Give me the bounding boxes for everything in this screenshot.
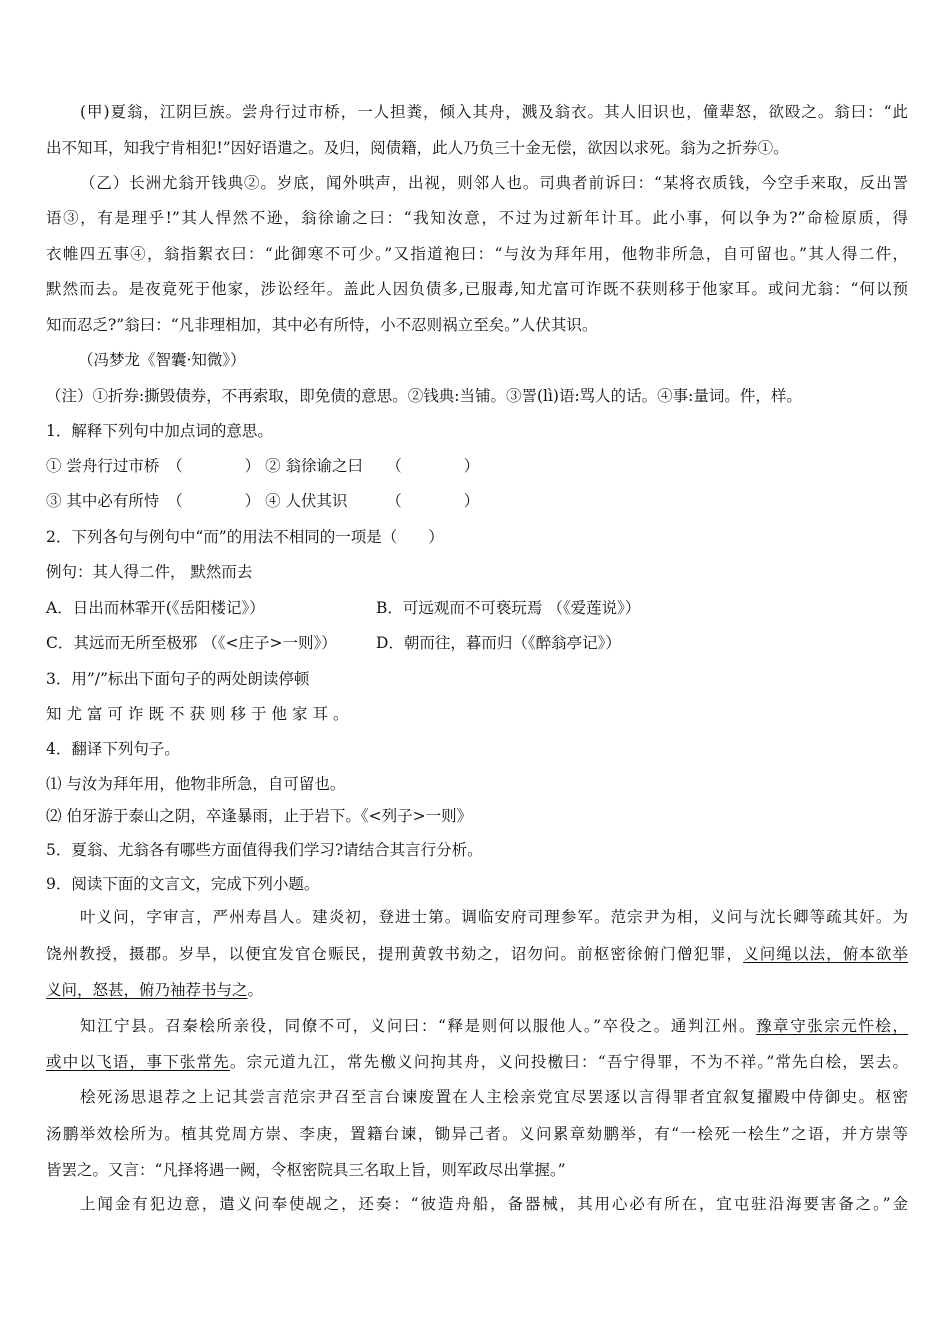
- q9-paragraph-3-line-1: 桧死汤思退荐之上记其尝言范宗尹召至言台谏废置在人主桧亲党宜尽罢逐以言得罪者宜叙复擢殿中侍御史。枢密: [80, 1088, 908, 1106]
- question-3-sentence: 知尤富可诈既不获则移于他家耳。: [46, 705, 354, 723]
- passage-b-line-4: 默然而去。是夜竟死于他家，涉讼经年。盖此人因负债多,已服毒,知尤富可诈既不获则移于他家耳。或问尤翁：“何以预: [46, 280, 908, 298]
- q9-paragraph-2-line-2: [46, 1052, 908, 1072]
- q9-paragraph-4-line-1: 上闻金有犯边意，遣义问奉使觇之，还奏：“彼造舟船，备器械，其用心必有所在，宜屯驻沿海要害备之。”金: [80, 1195, 908, 1213]
- question-9-stem: 9．阅读下面的文言文，完成下列小题。: [46, 875, 320, 893]
- question-4-stem: 4．翻译下列句子。: [46, 740, 180, 758]
- q9-p2-line-1-text: 知江宁县。召秦桧所亲役，同僚不可，义问曰：“释是则何以服他人。”卒役之。通判江州。: [80, 1017, 757, 1035]
- annotation-note: （注）①折券:撕毁债券，不再索取，即免债的意思。②钱典:当铺。③詈(lì)语:骂人的话。④事:量词。件，样。: [46, 387, 802, 405]
- question-5-stem: 5．夏翁、尤翁各有哪些方面值得我们学习?请结合其言行分析。: [46, 841, 483, 859]
- question-2-option-c: C．其远而无所至极邪 （《<庄子>一则》）: [46, 634, 337, 652]
- question-2-option-a: A．日出而林霏开(《岳阳楼记》）: [46, 599, 265, 617]
- question-3-stem: 3．用”/”标出下面句子的两处朗读停顿: [46, 670, 310, 688]
- q9-paragraph-1-line-3: [46, 980, 908, 1000]
- q9-p1-underlined-sentence-part-2: 义问，怒甚，俯乃袖荐书与之: [46, 981, 248, 999]
- q9-p1-underlined-sentence-part-1: 义问绳以法，俯本欲举: [743, 945, 908, 963]
- q9-p2-underlined-sentence-part-2: 或中以飞语，事下张常先: [46, 1053, 230, 1071]
- passage-b-line-3: 衣帷四五事④，翁指絮衣曰：“此御寒不可少。”又指道袍曰：“与汝为拜年用，他物非所急，自可留也。”其人得二件，: [46, 245, 908, 263]
- question-4-item-2: ⑵ 伯牙游于泰山之阴，卒逢暴雨，止于岩下。《<列子>一则》: [46, 807, 473, 825]
- passage-b-line-5: 知而忍乏?”翁曰：“凡非理相加，其中必有所恃，小不忍则祸立至矣。”人伏其识。: [46, 316, 598, 334]
- q9-p2-line-2-text: 。宗元道九江，常先檄义问拘其舟，义问投檄曰：“吾宁得罪，不为不祥。”常先白桧，罢去。: [229, 1053, 908, 1071]
- question-4-item-1: ⑴ 与汝为拜年用，他物非所急，自可留也。: [46, 775, 346, 793]
- q9-p1-line-2-text: 饶州教授，摄郡。岁旱，以便宜发官仓赈民，提刑黄敦书劾之，诏勿问。前枢密徐俯门僧犯罪，: [46, 945, 744, 963]
- question-2-example: 例句：其人得二件， 默然而去: [46, 563, 253, 581]
- question-1-row-2: ③ 其中必有所恃 （ ） ④ 人伏其识 （ ）: [46, 492, 480, 510]
- question-2-option-b: B．可远观而不可亵玩焉 （《爱莲说》）: [376, 599, 641, 617]
- passage-b-line-2: 语③，有是理乎!”其人悍然不逊，翁徐谕之曰：“我知汝意，不过为过新年计耳。此小事，何以争为?”命检原质，得: [46, 209, 908, 227]
- q9-p2-underlined-sentence-part-1: 豫章守张宗元忤桧，: [756, 1017, 908, 1035]
- q9-paragraph-2-line-1: [80, 1016, 908, 1036]
- passage-a-line-2: 出不知耳，知我宁肯相犯!”因好语遣之。及归，阅债籍，此人乃负三十金无偿，欲因以求死。翁为之折券①。: [46, 139, 789, 157]
- question-2-stem: 2．下列各句与例句中“而”的用法不相同的一项是（ ）: [46, 528, 444, 546]
- question-2-option-d: D．朝而往，暮而归（《醉翁亭记》）: [376, 634, 621, 652]
- question-1-row-1: ① 尝舟行过市桥 （ ） ② 翁徐谕之曰 （ ）: [46, 457, 480, 475]
- q9-p1-line-3-end: 。: [247, 981, 264, 999]
- passage-b-line-1: （乙）长洲尤翁开钱典②。岁底，闻外哄声，出视，则邻人也。司典者前诉曰：“某将衣质钱，今空手来取，反出詈: [80, 174, 908, 192]
- q9-paragraph-3-line-2: 汤鹏举效桧所为。植其党周方崇、李庚，置籍台谏，锄异己者。义问累章劾鹏举，有“一桧死一桧生”之语，并方崇等: [46, 1125, 908, 1143]
- passage-source: （冯梦龙《智囊·知微》）: [78, 351, 246, 369]
- passage-a-line-1: (甲)夏翁，江阴巨族。尝舟行过市桥，一人担粪，倾入其舟，溅及翁衣。其人旧识也，僮辈怒，欲殴之。翁曰：“此: [80, 103, 908, 121]
- q9-paragraph-3-line-3: 皆罢之。又言：“凡择将遇一阙，令枢密院具三名取上旨，则军政尽出掌握。”: [46, 1161, 566, 1179]
- q9-paragraph-1-line-2: [46, 944, 908, 964]
- question-1-stem: 1．解释下列句中加点词的意思。: [46, 422, 273, 440]
- q9-paragraph-1-line-1: 叶义问，字审言，严州寿昌人。建炎初，登进士第。调临安府司理参军。范宗尹为相，义问与沈长卿等疏其奸。为: [80, 908, 908, 926]
